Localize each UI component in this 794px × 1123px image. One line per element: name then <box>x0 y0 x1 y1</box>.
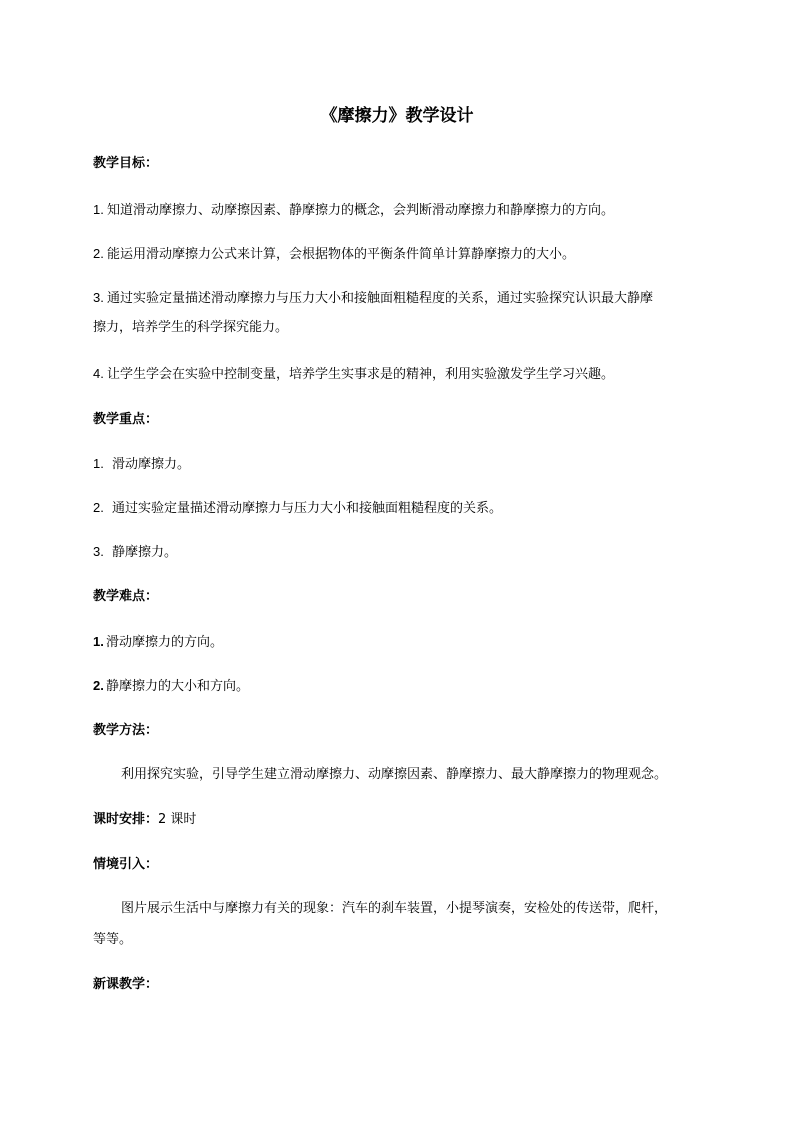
difficulty-item-1-text: 滑动摩擦力的方向。 <box>106 635 224 650</box>
objective-item-2-number: 2. <box>93 246 104 261</box>
key-point-item-1 <box>93 454 713 475</box>
key-points-heading: 教学重点： <box>93 412 159 427</box>
document-title: 《摩擦力》教学设计 <box>320 106 474 126</box>
key-point-item-1-text: 滑动摩擦力。 <box>112 457 191 472</box>
difficulties-heading: 教学难点： <box>93 589 159 604</box>
difficulty-item-2-number: 2. <box>93 678 104 693</box>
methods-text: 利用探究实验，引导学生建立滑动摩擦力、动摩擦因素、静摩擦力、最大静摩擦力的物理观念。 <box>121 767 668 782</box>
objective-item-1 <box>93 200 713 221</box>
introduction-heading: 情境引入： <box>93 857 159 872</box>
key-point-item-2-number: 2. <box>93 500 104 515</box>
difficulty-item-2 <box>93 676 713 697</box>
difficulty-item-2-text: 静摩擦力的大小和方向。 <box>106 679 250 694</box>
objective-item-4-number: 4. <box>93 366 104 381</box>
key-point-item-2 <box>93 498 713 519</box>
objective-item-4-text: 让学生学会在实验中控制变量，培养学生实事求是的精神，利用实验激发学生学习兴趣。 <box>107 367 615 382</box>
introduction-text: 图片展示生活中与摩擦力有关的现象：汽车的刹车装置，小提琴演奏，安检处的传送带，爬杆， <box>121 901 668 916</box>
objective-item-1-text: 知道滑动摩擦力、动摩擦因素、静摩擦力的概念，会判断滑动摩擦力和静摩擦力的方向。 <box>107 203 615 218</box>
introduction-continuation: 等等。 <box>93 932 133 947</box>
key-point-item-3-text: 静摩擦力。 <box>112 545 178 560</box>
objective-item-2 <box>93 244 713 265</box>
new-lesson-heading: 新课教学： <box>93 977 159 992</box>
objectives-heading: 教学目标： <box>93 156 159 171</box>
methods-heading: 教学方法： <box>93 723 159 738</box>
key-point-item-1-number: 1. <box>93 456 104 471</box>
key-point-item-3-number: 3. <box>93 544 104 559</box>
schedule-heading: 课时安排： <box>93 812 159 827</box>
objective-item-1-number: 1. <box>93 202 104 217</box>
key-point-item-3 <box>93 542 713 563</box>
difficulty-item-1 <box>93 632 713 653</box>
objective-item-3-text: 通过实验定量描述滑动摩擦力与压力大小和接触面粗糙程度的关系，通过实验探究认识最大静摩 <box>107 291 654 306</box>
objective-item-3-number: 3. <box>93 290 104 305</box>
key-point-item-2-text: 通过实验定量描述滑动摩擦力与压力大小和接触面粗糙程度的关系。 <box>112 501 503 516</box>
schedule-line <box>93 810 713 830</box>
objective-item-2-text: 能运用滑动摩擦力公式来计算，会根据物体的平衡条件简单计算静摩擦力的大小。 <box>107 247 576 262</box>
objective-item-3-continuation: 擦力，培养学生的科学探究能力。 <box>93 320 289 335</box>
objective-item-3 <box>93 288 713 309</box>
objective-item-4 <box>93 364 713 385</box>
difficulty-item-1-number: 1. <box>93 634 104 649</box>
schedule-value: 2 课时 <box>158 812 197 827</box>
